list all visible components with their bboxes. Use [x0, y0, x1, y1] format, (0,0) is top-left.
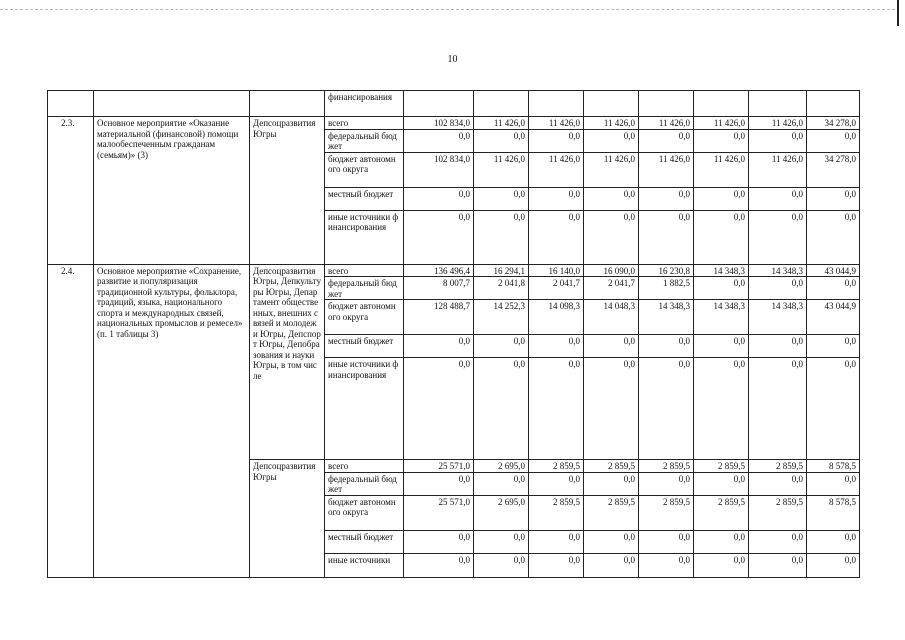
value-cell: 11 426,0 [584, 117, 639, 130]
value-cell: 0,0 [694, 335, 749, 358]
value-cell: 0,0 [639, 335, 694, 358]
value-cell: 102 834,0 [404, 117, 474, 130]
source-cell: бюджет автономного округа [325, 300, 404, 335]
value-cell: 0,0 [694, 210, 749, 264]
value-cell: 1 882,5 [639, 277, 694, 300]
value-cell: 16 140,0 [529, 264, 584, 277]
value-cell: 11 426,0 [749, 152, 807, 187]
value-cell: 0,0 [529, 210, 584, 264]
value-cell: 0,0 [694, 553, 749, 577]
value-cell: 0,0 [404, 553, 474, 577]
source-cell: иные источники финансирования [325, 210, 404, 264]
executor-cell [250, 91, 325, 117]
code-cell: 2.4. [48, 264, 94, 577]
value-cell: 0,0 [584, 129, 639, 152]
value-cell: 0,0 [584, 530, 639, 553]
value-cell: 2 859,5 [694, 460, 749, 473]
value-cell: 0,0 [749, 129, 807, 152]
value-cell: 11 426,0 [529, 152, 584, 187]
value-cell: 0,0 [807, 335, 860, 358]
value-cell: 0,0 [404, 358, 474, 460]
value-cell: 0,0 [694, 129, 749, 152]
value-cell: 11 426,0 [584, 152, 639, 187]
value-cell: 0,0 [474, 210, 529, 264]
source-cell: финансирования [325, 91, 404, 117]
value-cell: 2 859,5 [694, 495, 749, 530]
value-cell: 0,0 [529, 187, 584, 210]
value-cell: 2 041,8 [474, 277, 529, 300]
value-cell: 8 578,5 [807, 495, 860, 530]
value-cell: 43 044,9 [807, 300, 860, 335]
value-cell: 14 098,3 [529, 300, 584, 335]
value-cell: 0,0 [639, 553, 694, 577]
value-cell: 2 041,7 [584, 277, 639, 300]
value-cell: 14 348,3 [694, 264, 749, 277]
value-cell: 11 426,0 [474, 152, 529, 187]
funding-table [47, 90, 860, 578]
value-cell: 2 859,5 [749, 495, 807, 530]
source-cell: федеральный бюджет [325, 277, 404, 300]
value-cell: 0,0 [749, 187, 807, 210]
name-cell: Основное мероприятие «Оказание материальной (финансовой) помощи малообеспеченным гражданам (семьям)» (3) [94, 117, 250, 265]
source-cell: местный бюджет [325, 187, 404, 210]
source-cell: иные источники [325, 553, 404, 577]
source-cell: местный бюджет [325, 530, 404, 553]
value-cell: 14 348,3 [694, 300, 749, 335]
value-cell: 0,0 [639, 530, 694, 553]
value-cell: 0,0 [474, 358, 529, 460]
code-cell [48, 91, 94, 117]
value-cell: 0,0 [404, 530, 474, 553]
value-cell: 0,0 [807, 530, 860, 553]
table-row [48, 264, 860, 277]
value-cell: 43 044,9 [807, 264, 860, 277]
value-cell: 0,0 [807, 472, 860, 495]
value-cell: 0,0 [807, 277, 860, 300]
value-cell: 11 426,0 [694, 152, 749, 187]
executor-cell: Депсоцразвития Югры [250, 117, 325, 265]
value-cell: 0,0 [807, 358, 860, 460]
value-cell: 0,0 [639, 210, 694, 264]
value-cell: 2 859,5 [529, 460, 584, 473]
source-cell: всего [325, 117, 404, 130]
value-cell: 0,0 [584, 472, 639, 495]
value-cell: 2 859,5 [639, 495, 694, 530]
value-cell: 0,0 [584, 553, 639, 577]
value-cell: 16 230,8 [639, 264, 694, 277]
value-cell: 34 278,0 [807, 117, 860, 130]
value-cell: 14 348,3 [749, 264, 807, 277]
value-cell: 0,0 [749, 553, 807, 577]
value-cell: 0,0 [404, 210, 474, 264]
value-cell: 0,0 [529, 129, 584, 152]
source-cell: бюджет автономного округа [325, 495, 404, 530]
name-cell: Основное мероприятие «Сохранение, развитие и популяризация традиционной культуры, фольклора, традиций, языка, национального спорта и международных связей, национальных промыслов и ремесел» (п. 1 таблицы 3) [94, 264, 250, 577]
value-cell: 0,0 [584, 187, 639, 210]
value-cell: 0,0 [474, 187, 529, 210]
page-number: 10 [447, 54, 458, 65]
value-cell: 2 859,5 [529, 495, 584, 530]
value-cell: 2 695,0 [474, 460, 529, 473]
value-cell: 0,0 [694, 530, 749, 553]
name-cell [94, 91, 250, 117]
source-cell: бюджет автономного округа [325, 152, 404, 187]
value-cell: 0,0 [749, 530, 807, 553]
value-cell: 0,0 [404, 129, 474, 152]
value-cell: 25 571,0 [404, 460, 474, 473]
value-cell: 14 348,3 [639, 300, 694, 335]
source-cell: федеральный бюджет [325, 129, 404, 152]
value-cell: 11 426,0 [639, 152, 694, 187]
value-cell: 0,0 [807, 187, 860, 210]
value-cell: 2 859,5 [584, 495, 639, 530]
value-cell: 0,0 [694, 277, 749, 300]
value-cell: 0,0 [749, 358, 807, 460]
value-cell: 0,0 [404, 187, 474, 210]
value-cell: 11 426,0 [639, 117, 694, 130]
source-cell: всего [325, 460, 404, 473]
value-cell: 0,0 [807, 210, 860, 264]
scan-margin-mark [897, 0, 899, 26]
value-cell: 0,0 [404, 472, 474, 495]
value-cell: 0,0 [694, 358, 749, 460]
value-cell: 0,0 [749, 335, 807, 358]
value-cell: 11 426,0 [694, 117, 749, 130]
value-cell: 0,0 [529, 530, 584, 553]
value-cell: 0,0 [584, 335, 639, 358]
value-cell: 11 426,0 [529, 117, 584, 130]
value-cell: 14 048,3 [584, 300, 639, 335]
value-cell: 0,0 [694, 472, 749, 495]
value-cell: 0,0 [749, 472, 807, 495]
value-cell: 2 859,5 [584, 460, 639, 473]
value-cell: 0,0 [474, 553, 529, 577]
value-cell: 34 278,0 [807, 152, 860, 187]
value-cell: 0,0 [639, 187, 694, 210]
value-cell: 0,0 [474, 335, 529, 358]
source-cell: иные источники финансирования [325, 358, 404, 460]
value-cell: 0,0 [474, 472, 529, 495]
value-cell: 8 578,5 [807, 460, 860, 473]
value-cell: 0,0 [584, 210, 639, 264]
value-cell: 14 348,3 [749, 300, 807, 335]
source-cell: местный бюджет [325, 335, 404, 358]
value-cell: 0,0 [749, 210, 807, 264]
executor-cell: Депсоцразвития Югры, Депкультуры Югры, Департамент общественных, внешних связей и молодежи Югры, Депспорт Югры, Депобразования и науки Югры, в том числе [250, 264, 325, 460]
value-cell: 0,0 [529, 553, 584, 577]
value-cell: 128 488,7 [404, 300, 474, 335]
value-cell: 8 007,7 [404, 277, 474, 300]
table-row [48, 91, 860, 117]
table-row [48, 117, 860, 130]
value-cell: 0,0 [584, 358, 639, 460]
value-cell: 102 834,0 [404, 152, 474, 187]
source-cell: всего [325, 264, 404, 277]
executor-cell: Депсоцразвития Югры [250, 460, 325, 578]
value-cell: 11 426,0 [474, 117, 529, 130]
value-cell: 0,0 [694, 187, 749, 210]
value-cell: 0,0 [639, 358, 694, 460]
value-cell: 0,0 [639, 472, 694, 495]
code-cell: 2.3. [48, 117, 94, 265]
value-cell: 0,0 [529, 335, 584, 358]
value-cell: 2 859,5 [639, 460, 694, 473]
value-cell: 0,0 [404, 335, 474, 358]
value-cell: 136 496,4 [404, 264, 474, 277]
value-cell: 0,0 [639, 129, 694, 152]
value-cell: 25 571,0 [404, 495, 474, 530]
value-cell: 16 090,0 [584, 264, 639, 277]
value-cell: 0,0 [529, 472, 584, 495]
value-cell: 0,0 [529, 358, 584, 460]
value-cell: 2 859,5 [749, 460, 807, 473]
value-cell: 16 294,1 [474, 264, 529, 277]
value-cell: 0,0 [807, 553, 860, 577]
value-cell: 0,0 [807, 129, 860, 152]
scan-top-edge [0, 9, 895, 10]
value-cell: 14 252,3 [474, 300, 529, 335]
value-cell: 0,0 [474, 129, 529, 152]
value-cell: 0,0 [474, 530, 529, 553]
value-cell: 11 426,0 [749, 117, 807, 130]
source-cell: федеральный бюджет [325, 472, 404, 495]
value-cell: 2 041,7 [529, 277, 584, 300]
value-cell: 0,0 [749, 277, 807, 300]
value-cell: 2 695,0 [474, 495, 529, 530]
